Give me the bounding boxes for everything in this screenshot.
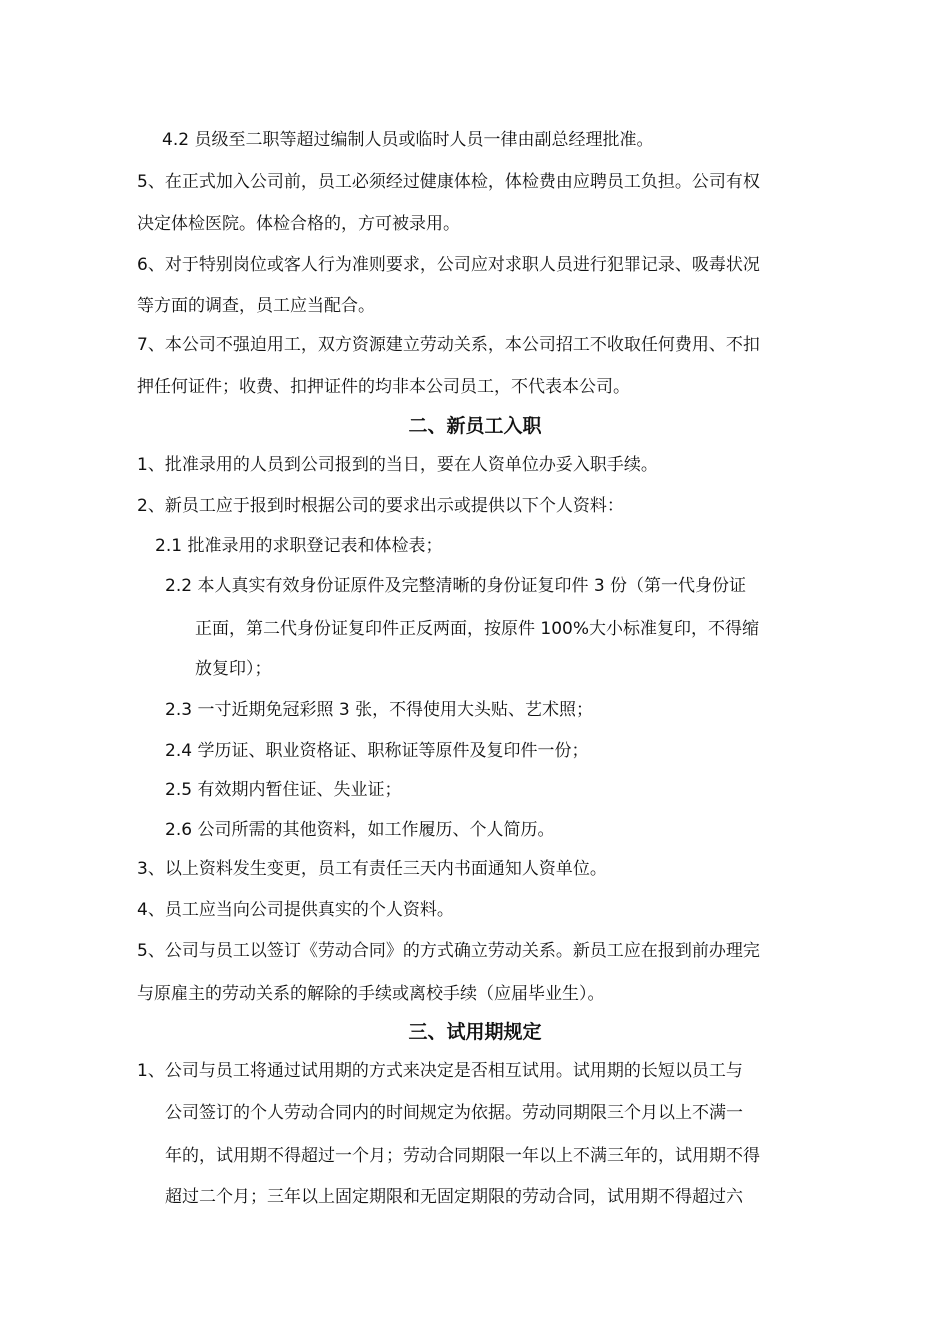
paragraph-line: 6、对于特别岗位或客人行为准则要求，公司应对求职人员进行犯罪记录、吸毒状况: [137, 255, 760, 275]
paragraph-line: 公司签订的个人劳动合同内的时间规定为依据。劳动同期限三个月以上不满一: [165, 1103, 743, 1123]
paragraph-line: 4、员工应当向公司提供真实的个人资料。: [137, 900, 454, 920]
paragraph-line: 放复印）；: [195, 659, 272, 679]
paragraph-line: 2.1 批准录用的求职登记表和体检表；: [155, 536, 443, 556]
paragraph-line: 7、本公司不强迫用工，双方资源建立劳动关系，本公司招工不收取任何费用、不扣: [137, 335, 760, 355]
paragraph-line: 押任何证件；收费、扣押证件的均非本公司员工，不代表本公司。: [137, 377, 630, 397]
section-heading: 二、新员工入职: [408, 415, 542, 437]
paragraph-line: 等方面的调查，员工应当配合。: [137, 296, 375, 316]
paragraph-line: 3、以上资料发生变更，员工有责任三天内书面通知人资单位。: [137, 859, 607, 879]
paragraph-line: 2.6 公司所需的其他资料，如工作履历、个人简历。: [165, 820, 555, 840]
paragraph-line: 与原雇主的劳动关系的解除的手续或离校手续（应届毕业生）。: [137, 984, 605, 1004]
paragraph-line: 2.3 一寸近期免冠彩照 3 张，不得使用大头贴、艺术照；: [165, 700, 594, 720]
paragraph-line: 2.5 有效期内暂住证、失业证；: [165, 780, 402, 800]
paragraph-line: 正面，第二代身份证复印件正反两面，按原件 100%大小标准复印，不得缩: [195, 619, 760, 639]
paragraph-line: 2.2 本人真实有效身份证原件及完整清晰的身份证复印件 3 份（第一代身份证: [165, 576, 747, 596]
paragraph-line: 决定体检医院。体检合格的，方可被录用。: [137, 214, 460, 234]
paragraph-line: 1、批准录用的人员到公司报到的当日，要在人资单位办妥入职手续。: [137, 455, 658, 475]
paragraph-line: 5、公司与员工以签订《劳动合同》的方式确立劳动关系。新员工应在报到前办理完: [137, 941, 760, 961]
section-heading: 三、试用期规定: [408, 1021, 542, 1043]
paragraph-line: 1、公司与员工将通过试用期的方式来决定是否相互试用。试用期的长短以员工与: [137, 1061, 743, 1081]
paragraph-line: 2.4 学历证、职业资格证、职称证等原件及复印件一份；: [165, 741, 589, 761]
paragraph-line: 超过二个月；三年以上固定期限和无固定期限的劳动合同，试用期不得超过六: [165, 1187, 743, 1207]
paragraph-line: 2、新员工应于报到时根据公司的要求出示或提供以下个人资料：: [137, 496, 624, 516]
paragraph-line: 5、在正式加入公司前，员工必须经过健康体检，体检费由应聘员工负担。公司有权: [137, 172, 760, 192]
paragraph-line: 年的，试用期不得超过一个月；劳动合同期限一年以上不满三年的，试用期不得: [165, 1146, 760, 1166]
paragraph-line: 4.2 员级至二职等超过编制人员或临时人员一律由副总经理批准。: [162, 130, 654, 150]
